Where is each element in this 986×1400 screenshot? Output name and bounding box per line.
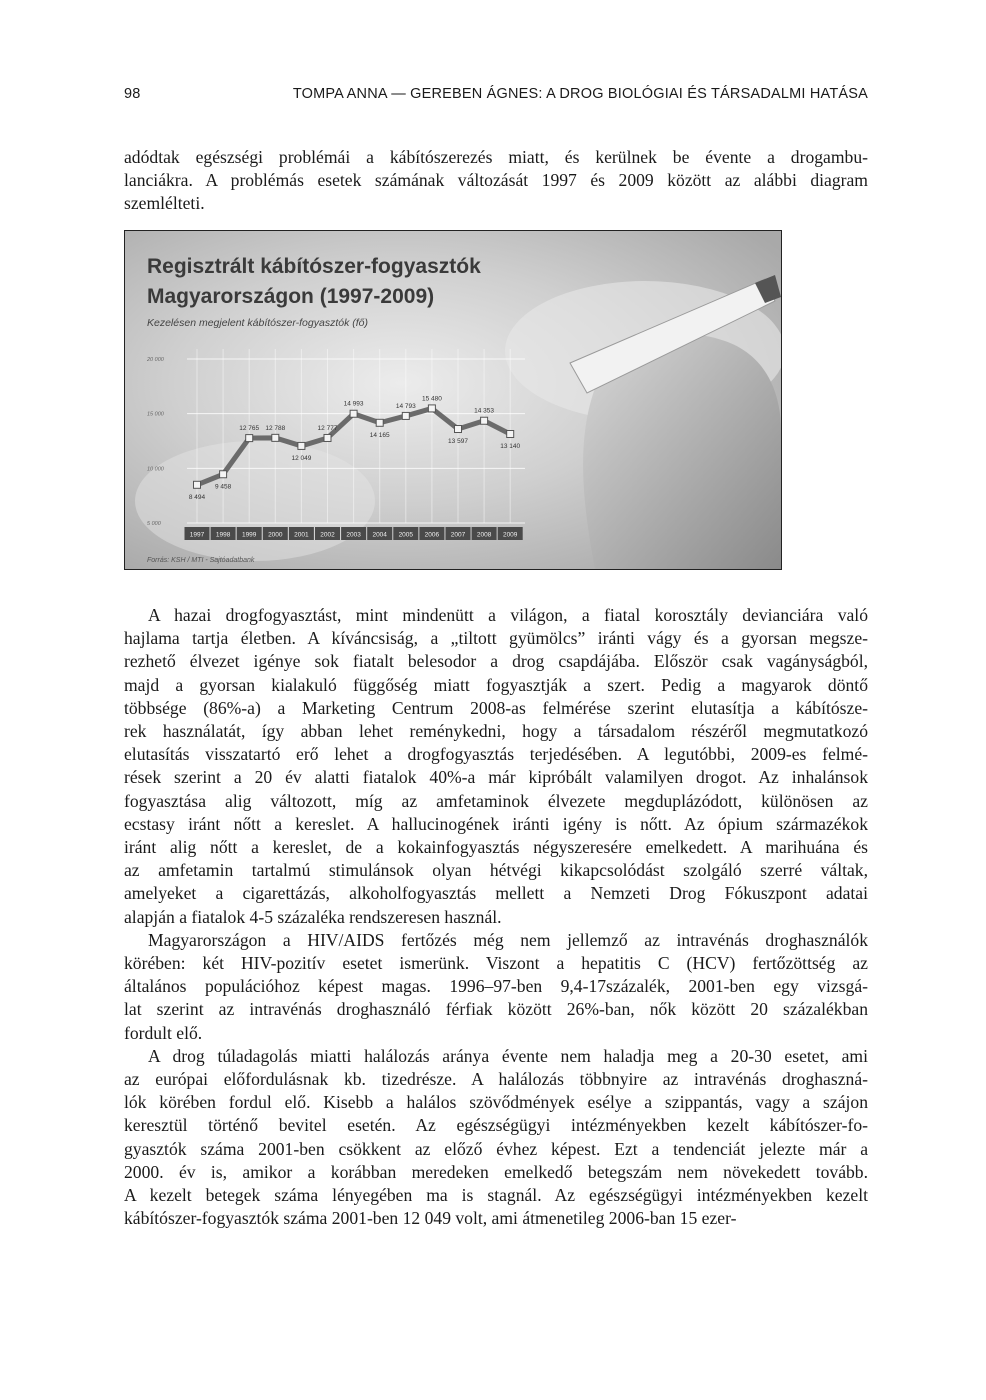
data-label: 14 353: [474, 407, 495, 415]
data-point: [428, 405, 435, 412]
x-tick-label: 1997: [189, 531, 205, 539]
body-paragraph-line: fogyasztása alig változott, míg az amfetaminok élvezete megduplázódott, különösen az: [124, 790, 868, 811]
data-label: 12 777: [317, 424, 338, 432]
data-label: 8 494: [188, 493, 206, 501]
body-paragraph-line: az európai előfordulásnak kb. tizedrésze. A halálozás többnyire az intravénás droghaszná-: [124, 1069, 868, 1090]
body-paragraph-line: általános populációhoz képest magas. 1996–97-ben 9,4-17százalék, 2001-ben egy vizsgá-: [124, 976, 868, 997]
data-label: 9 458: [214, 483, 232, 491]
x-tick-label: 2005: [398, 531, 414, 539]
data-label: 13 140: [500, 443, 521, 451]
body-paragraph-line: az amfetamin tartalmú stimulánsok olyan hétvégi kikapcsolódást szolgáló szerré váltak,: [124, 860, 868, 881]
body-paragraph-line: A kezelt betegek száma lényegében ma is stagnál. Az egészségügyi intézményekben kezelt: [124, 1185, 868, 1206]
data-point: [455, 426, 462, 433]
body-paragraph-line: lók körében fordul elő. Kisebb a halálos szövődmények esélye a szippantás, vagy a szájon: [124, 1092, 868, 1113]
intro-line: szemlélteti.: [124, 193, 205, 214]
body-paragraph-line: rések szerint a 20 év alatti fiatalok 40%-a már kipróbált valamilyen drogot. Az inhalánsok: [124, 767, 868, 788]
data-point: [507, 431, 514, 438]
body-paragraph-line: elutasítás visszatartó erő lehet a drogfogyasztás terjedésében. A legutóbbi, 2009-es felmé-: [124, 744, 868, 765]
data-label: 13 597: [448, 438, 468, 446]
body-paragraph-line: többsége (86%-a) a Marketing Centrum 2008-as felmérése szerint elutasítja a kábítósze-: [124, 697, 868, 718]
body-paragraph-line: majd a gyorsan kialakuló függőség miatt fogyasztják a szert. Pedig a magyarok döntő: [124, 674, 868, 695]
body-text: [124, 604, 868, 1230]
intro-paragraph: [124, 146, 868, 216]
body-paragraph: [124, 604, 868, 929]
data-point: [402, 412, 409, 419]
chart-subtitle: Kezelésen megjelent kábítószer-fogyasztók (fő): [147, 317, 369, 329]
data-point: [298, 442, 305, 449]
x-tick-label: 1998: [215, 531, 231, 539]
chart-svg: [125, 231, 781, 569]
body-paragraph-line: rek használatát, így abban lehet reménykedni, hogy a társadalom részéről megmutatkozó: [124, 721, 868, 742]
body-paragraph-line: kábítószer-fogyasztók száma 2001-ben 12 049 volt, ami átmenetileg 2006-ban 15 ezer-: [124, 1208, 737, 1229]
body-paragraph-line: fordult elő.: [124, 1022, 203, 1043]
chart-source: Forrás: KSH / MTI - Sajtóadatbank: [147, 557, 255, 564]
running-head: TOMPA ANNA — GEREBEN ÁGNES: A DROG BIOLÓGIAI ÉS TÁRSADALMI HATÁSA: [292, 86, 868, 102]
x-tick-label: 2006: [424, 531, 440, 539]
chart-x-axis: [185, 527, 523, 540]
data-label: 12 788: [265, 424, 286, 432]
data-label: 14 165: [369, 431, 390, 439]
intro-line: adódtak egészségi problémái a kábítószerezés miatt, és kerülnek be évente a drogambu-: [124, 147, 868, 167]
data-label: 14 993: [343, 400, 364, 408]
page-header: [124, 86, 868, 106]
data-point: [272, 434, 279, 441]
body-paragraph-line: ecstasy iránt nőtt a kereslet. A hallucinogének iránti igény is nőtt. Az ópium származékok: [124, 813, 868, 834]
data-label: 12 049: [291, 454, 312, 462]
data-label: 12 765: [239, 425, 260, 433]
body-paragraph-line: amelyeket a cigarettázás, alkoholfogyasztás mellett a Nemzeti Drog Fókuszpont adatai: [124, 883, 868, 904]
body-paragraph-line: hajlama tartja életben. A kíváncsiság, a „tiltott gyümölcs” iránti vágy és a gyorsan megsze-: [124, 628, 868, 649]
body-paragraph-line: körében: két HIV-pozitív esetet ismerünk. Viszont a hepatitis C (HCV) fertőzöttség az: [124, 953, 868, 974]
x-tick-label: 2009: [502, 531, 518, 539]
x-tick-label: 2004: [372, 531, 387, 539]
smoke-cloud: [135, 441, 375, 561]
body-paragraph-line: rezhető élvezet igénye sok fiatalt belesodor a drog csapdájába. Először csak vagányságból,: [124, 651, 868, 672]
chart-figure: [124, 230, 782, 570]
body-paragraph-line: A drog túladagolás miatti halálozás aránya évente nem haladja meg a 20-30 esetet, ami: [148, 1045, 868, 1066]
body-paragraph-line: lat szerint az intravénás droghasználó férfiak között 26%-ban, nők között 20 százalékban: [124, 999, 868, 1020]
chart-title: Regisztrált kábítószer-fogyasztók: [147, 255, 481, 278]
body-paragraph-line: alapján a fiatalok 4-5 százaléka rendszeresen használ.: [124, 906, 502, 927]
data-point: [194, 481, 201, 488]
data-label: 14 793: [395, 402, 416, 410]
data-point: [220, 471, 227, 478]
body-paragraph-line: keresztül történő bevitel esetén. Az egészségügyi intézményekben kezelt kábítószer-fo-: [124, 1115, 868, 1136]
data-point: [324, 434, 331, 441]
body-paragraph: [124, 1045, 868, 1231]
x-tick-label: 2002: [320, 531, 335, 539]
intro-line: lanciákra. A problémás esetek számának változását 1997 és 2009 között az alábbi diagram: [124, 170, 868, 191]
body-paragraph-line: A hazai drogfogyasztást, mint mindenütt a világon, a fiatal korosztály devianciára való: [148, 605, 868, 625]
body-paragraph: [124, 929, 868, 1045]
y-tick-label: 15 000: [147, 411, 164, 418]
x-tick-label: 2007: [450, 531, 466, 539]
x-tick-label: 2000: [268, 531, 283, 539]
body-paragraph-line: Magyarországon a HIV/AIDS fertőzés még nem jellemző az intravénás droghasználók: [148, 929, 868, 950]
body-paragraph-line: 2000. év is, amikor a korábban meredeken emelkedő betegszám nem növekedett tovább.: [124, 1161, 868, 1182]
page-number: 98: [124, 86, 141, 102]
body-paragraph-line: iránt alig nőtt a kereslet, de a kokainfogyasztás négyszeresére emelkedett. A marihuána és: [124, 837, 868, 858]
chart-title-line2: Magyarországon (1997-2009): [147, 285, 435, 308]
data-point: [481, 417, 488, 424]
body-paragraph-line: gyasztók száma 2001-ben csökkent az előző évhez képest. Ezt a tendenciát jelezte már a: [124, 1138, 868, 1159]
data-point: [246, 435, 253, 442]
x-tick-label: 1999: [241, 531, 257, 539]
y-tick-label: 20 000: [147, 357, 164, 363]
y-tick-label: 10 000: [147, 466, 164, 473]
data-point: [350, 410, 357, 417]
y-tick-label: 5 000: [147, 521, 161, 527]
x-tick-label: 2008: [476, 531, 492, 539]
data-label: 15 480: [421, 395, 442, 403]
data-point: [376, 419, 383, 426]
x-tick-label: 2001: [294, 531, 309, 539]
x-tick-label: 2003: [346, 531, 361, 539]
